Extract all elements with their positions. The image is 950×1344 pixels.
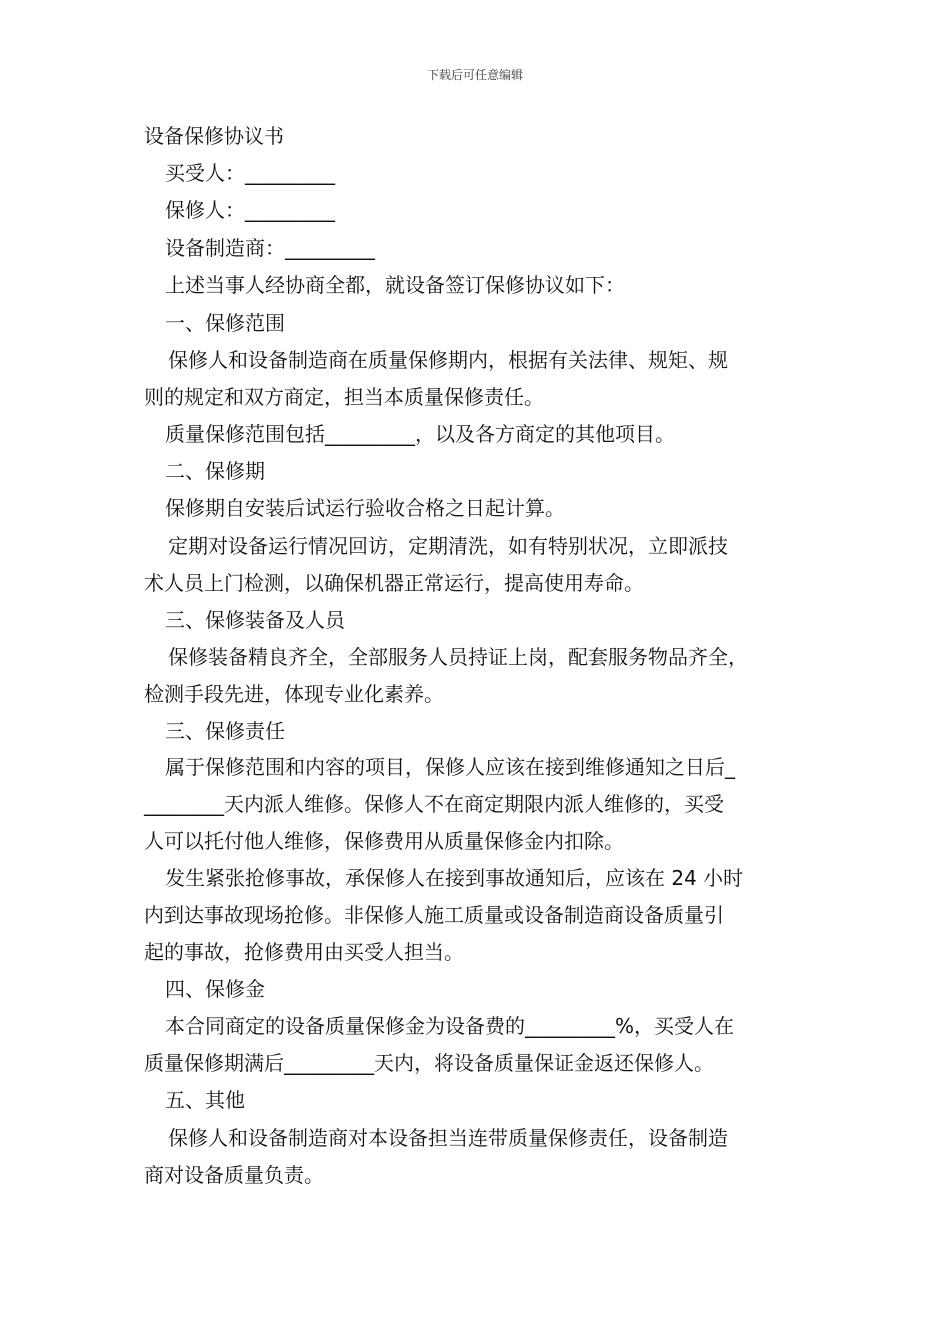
paragraph-line: 发生紧张抢修事故，承保修人在接到事故通知后，应该在 24 小时 — [165, 866, 744, 890]
paragraph-line: 人可以托付他人维修，保修费用从质量保修金内扣除。 — [144, 829, 624, 853]
paragraph-line: 保修期自安装后试运行验收合格之日起计算。 — [165, 496, 565, 520]
header-note: 下载后可任意编辑 — [426, 68, 523, 82]
section-heading-period: 二、保修期 — [165, 459, 265, 483]
section-heading-deposit: 四、保修金 — [165, 977, 265, 1001]
document-title: 设备保修协议书 — [144, 124, 284, 148]
paragraph-line: 术人员上门检测，以确保机器正常运行，提高使用寿命。 — [144, 571, 644, 595]
paragraph-line: 保修人和设备制造商对本设备担当连带质量保修责任，设备制造 — [168, 1126, 728, 1150]
intro-paragraph: 上述当事人经协商全都，就设备签订保修协议如下： — [165, 273, 625, 297]
paragraph-line: 质量保修期满后_________天内，将设备质量保证金返还保修人。 — [144, 1051, 714, 1075]
section-heading-responsibility: 三、保修责任 — [165, 719, 285, 743]
paragraph-line: 定期对设备运行情况回访，定期清洗，如有特别状况，立即派技 — [168, 534, 728, 558]
paragraph-line: 检测手段先进，体现专业化素养。 — [144, 682, 444, 706]
paragraph-line: 保修人和设备制造商在质量保修期内，根据有关法律、规矩、规 — [168, 348, 728, 372]
paragraph-line: 起的事故，抢修费用由买受人担当。 — [144, 940, 464, 964]
party-repairer-line: 保修人：_________ — [165, 198, 335, 222]
party-manufacturer-line: 设备制造商：_________ — [165, 236, 375, 260]
section-heading-other: 五、其他 — [165, 1088, 245, 1112]
party-buyer-line: 买受人：_________ — [165, 161, 335, 185]
section-heading-equipment: 三、保修装备及人员 — [165, 608, 345, 632]
section-heading-scope: 一、保修范围 — [165, 311, 285, 335]
paragraph-line: 质量保修范围包括_________，以及各方商定的其他项目。 — [165, 422, 675, 446]
paragraph-line: 商对设备质量负责。 — [144, 1163, 324, 1187]
paragraph-line: ________天内派人维修。保修人不在商定期限内派人维修的，买受 — [144, 792, 724, 816]
paragraph-line: 属于保修范围和内容的项目，保修人应该在接到维修通知之日后_ — [165, 755, 735, 779]
paragraph-line: 本合同商定的设备质量保修金为设备费的_________%，买受人在 — [165, 1014, 735, 1038]
paragraph-line: 则的规定和双方商定，担当本质量保修责任。 — [144, 385, 544, 409]
paragraph-line: 内到达事故现场抢修。非保修人施工质量或设备制造商设备质量引 — [144, 903, 724, 927]
paragraph-line: 保修装备精良齐全，全部服务人员持证上岗，配套服务物品齐全， — [168, 645, 748, 669]
